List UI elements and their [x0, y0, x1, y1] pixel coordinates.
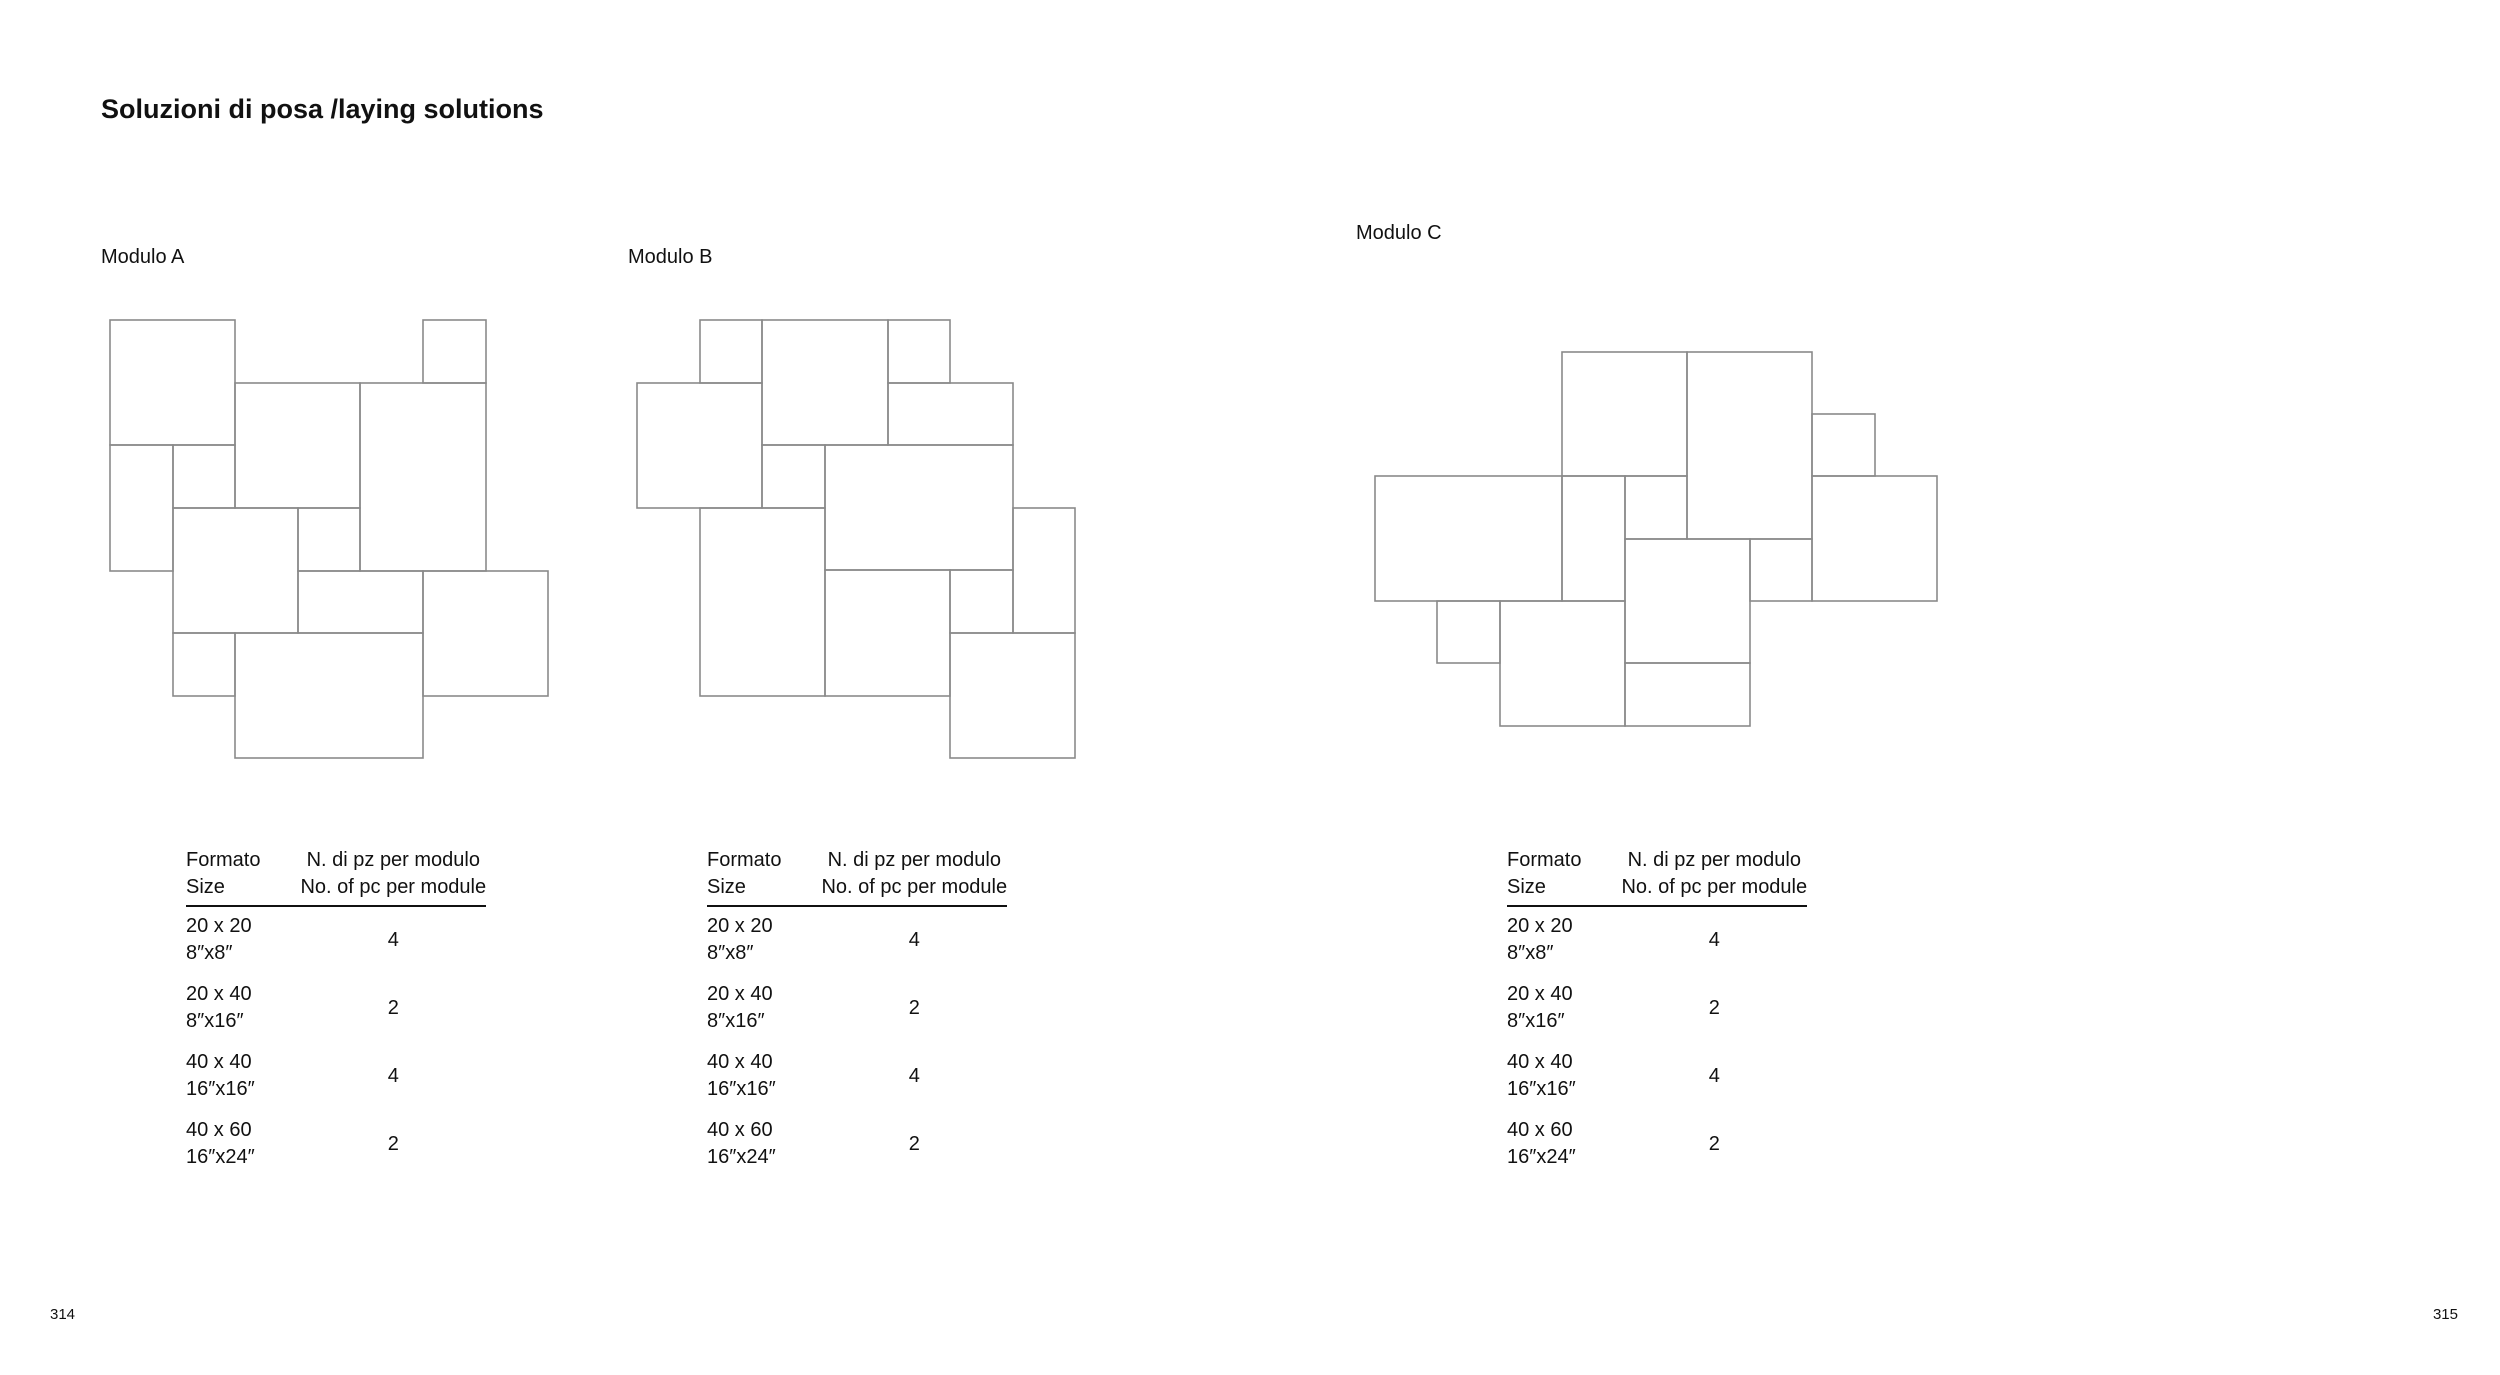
tile: [1437, 601, 1500, 663]
size-cell: [186, 906, 260, 975]
tile: [1625, 539, 1750, 663]
size-inch: 8″x8″: [186, 942, 233, 964]
quantity-header-it: N. di pz per modulo: [306, 849, 480, 871]
size-cell: [186, 975, 260, 1043]
size-cm: 40 x 40: [1507, 1051, 1573, 1073]
tile: [423, 320, 486, 383]
tile: [110, 445, 173, 571]
tile: [825, 445, 1013, 570]
size-cm: 40 x 60: [186, 1119, 252, 1141]
quantity-cell: 4: [387, 928, 399, 951]
quantity-header-it: N. di pz per modulo: [1627, 849, 1801, 871]
table-row: [186, 1043, 486, 1111]
size-header-it: Formato: [186, 849, 261, 871]
page-number-right: 315: [2432, 1306, 2458, 1323]
quantity-cell: 2: [908, 996, 920, 1019]
tile: [1562, 352, 1687, 476]
size-inch: 16″x24″: [1507, 1146, 1576, 1168]
size-inch: 16″x24″: [186, 1146, 255, 1168]
tile: [1375, 476, 1562, 601]
size-header-en: Size: [186, 876, 225, 898]
size-cm: 40 x 40: [186, 1051, 252, 1073]
tile: [700, 320, 762, 383]
size-header: [707, 847, 781, 906]
quantity-cell: 2: [387, 996, 399, 1019]
quantity-header: [1581, 847, 1807, 906]
tile: [1625, 663, 1750, 726]
size-cm: 20 x 20: [186, 915, 252, 937]
module-c-pattern: [1375, 352, 1937, 726]
quantity-cell: 4: [1708, 1064, 1720, 1087]
tile: [298, 571, 423, 633]
quantity-cell: 4: [1708, 928, 1720, 951]
quantity-cell: 4: [387, 1064, 399, 1087]
table-row: [707, 1111, 1007, 1179]
tile: [235, 633, 423, 758]
tile: [1013, 508, 1075, 633]
table-row: [1507, 975, 1807, 1043]
table-row: [186, 975, 486, 1043]
size-inch: 8″x8″: [707, 942, 754, 964]
tile: [1812, 476, 1937, 601]
quantity-header-en: No. of pc per module: [821, 876, 1008, 898]
tile: [298, 508, 360, 571]
size-inch: 16″x16″: [186, 1078, 255, 1100]
size-cell: [707, 1043, 781, 1111]
size-inch: 8″x16″: [1507, 1010, 1565, 1032]
size-cell: [1507, 906, 1581, 975]
tile: [950, 570, 1013, 633]
module-c-label: Modulo C: [1356, 222, 1442, 244]
size-cell: [186, 1043, 260, 1111]
size-inch: 8″x16″: [186, 1010, 244, 1032]
tile: [1812, 414, 1875, 476]
tile: [173, 508, 298, 633]
tile: [888, 383, 1013, 445]
page-number-left: 314: [50, 1306, 76, 1323]
table-row: [186, 1111, 486, 1179]
size-header: [1507, 847, 1581, 906]
quantity-header-en: No. of pc per module: [1621, 876, 1808, 898]
tile: [700, 508, 825, 696]
size-inch: 16″x16″: [1507, 1078, 1576, 1100]
page-title: Soluzioni di posa /laying solutions: [101, 94, 544, 124]
module-b-label: Modulo B: [628, 246, 713, 268]
tile: [173, 633, 235, 696]
tile: [888, 320, 950, 383]
size-cm: 40 x 60: [1507, 1119, 1573, 1141]
module-b-pattern: [637, 320, 1075, 758]
tile: [360, 383, 486, 571]
tile: [1562, 476, 1625, 601]
size-cell: [707, 1111, 781, 1179]
size-cell: [1507, 1111, 1581, 1179]
tile: [637, 383, 762, 508]
tile: [762, 320, 888, 445]
size-cell: [1507, 1043, 1581, 1111]
size-cell: [1507, 975, 1581, 1043]
quantity-header: [781, 847, 1007, 906]
quantity-header-it: N. di pz per modulo: [827, 849, 1001, 871]
tile: [235, 383, 360, 508]
size-inch: 16″x24″: [707, 1146, 776, 1168]
table-row: [186, 906, 486, 975]
size-inch: 8″x8″: [1507, 942, 1554, 964]
table-header-row: [707, 847, 1007, 906]
table-row: [1507, 1111, 1807, 1179]
size-cm: 20 x 20: [707, 915, 773, 937]
module-a-table: [186, 847, 486, 1179]
module-c-table: [1507, 847, 1807, 1179]
size-cm: 20 x 40: [186, 983, 252, 1005]
quantity-cell: 2: [387, 1132, 399, 1155]
size-cm: 40 x 60: [707, 1119, 773, 1141]
table-row: [1507, 906, 1807, 975]
tile: [1500, 601, 1625, 726]
tile: [950, 633, 1075, 758]
tile: [825, 570, 950, 696]
tile: [1750, 539, 1812, 601]
size-inch: 8″x16″: [707, 1010, 765, 1032]
tile: [1687, 352, 1812, 539]
quantity-cell: 2: [1708, 1132, 1720, 1155]
size-header-en: Size: [1507, 876, 1546, 898]
quantity-header-en: No. of pc per module: [300, 876, 487, 898]
size-cm: 20 x 40: [1507, 983, 1573, 1005]
size-cm: 20 x 20: [1507, 915, 1573, 937]
size-header-en: Size: [707, 876, 746, 898]
quantity-cell: 2: [908, 1132, 920, 1155]
size-header-it: Formato: [707, 849, 782, 871]
size-inch: 16″x16″: [707, 1078, 776, 1100]
size-cell: [186, 1111, 260, 1179]
table-row: [707, 1043, 1007, 1111]
tile: [423, 571, 548, 696]
module-b-table: [707, 847, 1007, 1179]
module-a-label: Modulo A: [101, 246, 185, 268]
quantity-header: [260, 847, 486, 906]
size-cell: [707, 906, 781, 975]
quantity-cell: 4: [908, 1064, 920, 1087]
tile: [1625, 476, 1687, 539]
size-cm: 40 x 40: [707, 1051, 773, 1073]
size-header-it: Formato: [1507, 849, 1582, 871]
size-cell: [707, 975, 781, 1043]
table-row: [1507, 1043, 1807, 1111]
quantity-cell: 2: [1708, 996, 1720, 1019]
size-header: [186, 847, 260, 906]
quantity-cell: 4: [908, 928, 920, 951]
module-a-pattern: [110, 320, 548, 758]
table-header-row: [1507, 847, 1807, 906]
tile: [762, 445, 825, 508]
tile: [173, 445, 235, 508]
tile: [110, 320, 235, 445]
table-header-row: [186, 847, 486, 906]
size-cm: 20 x 40: [707, 983, 773, 1005]
table-row: [707, 906, 1007, 975]
table-row: [707, 975, 1007, 1043]
